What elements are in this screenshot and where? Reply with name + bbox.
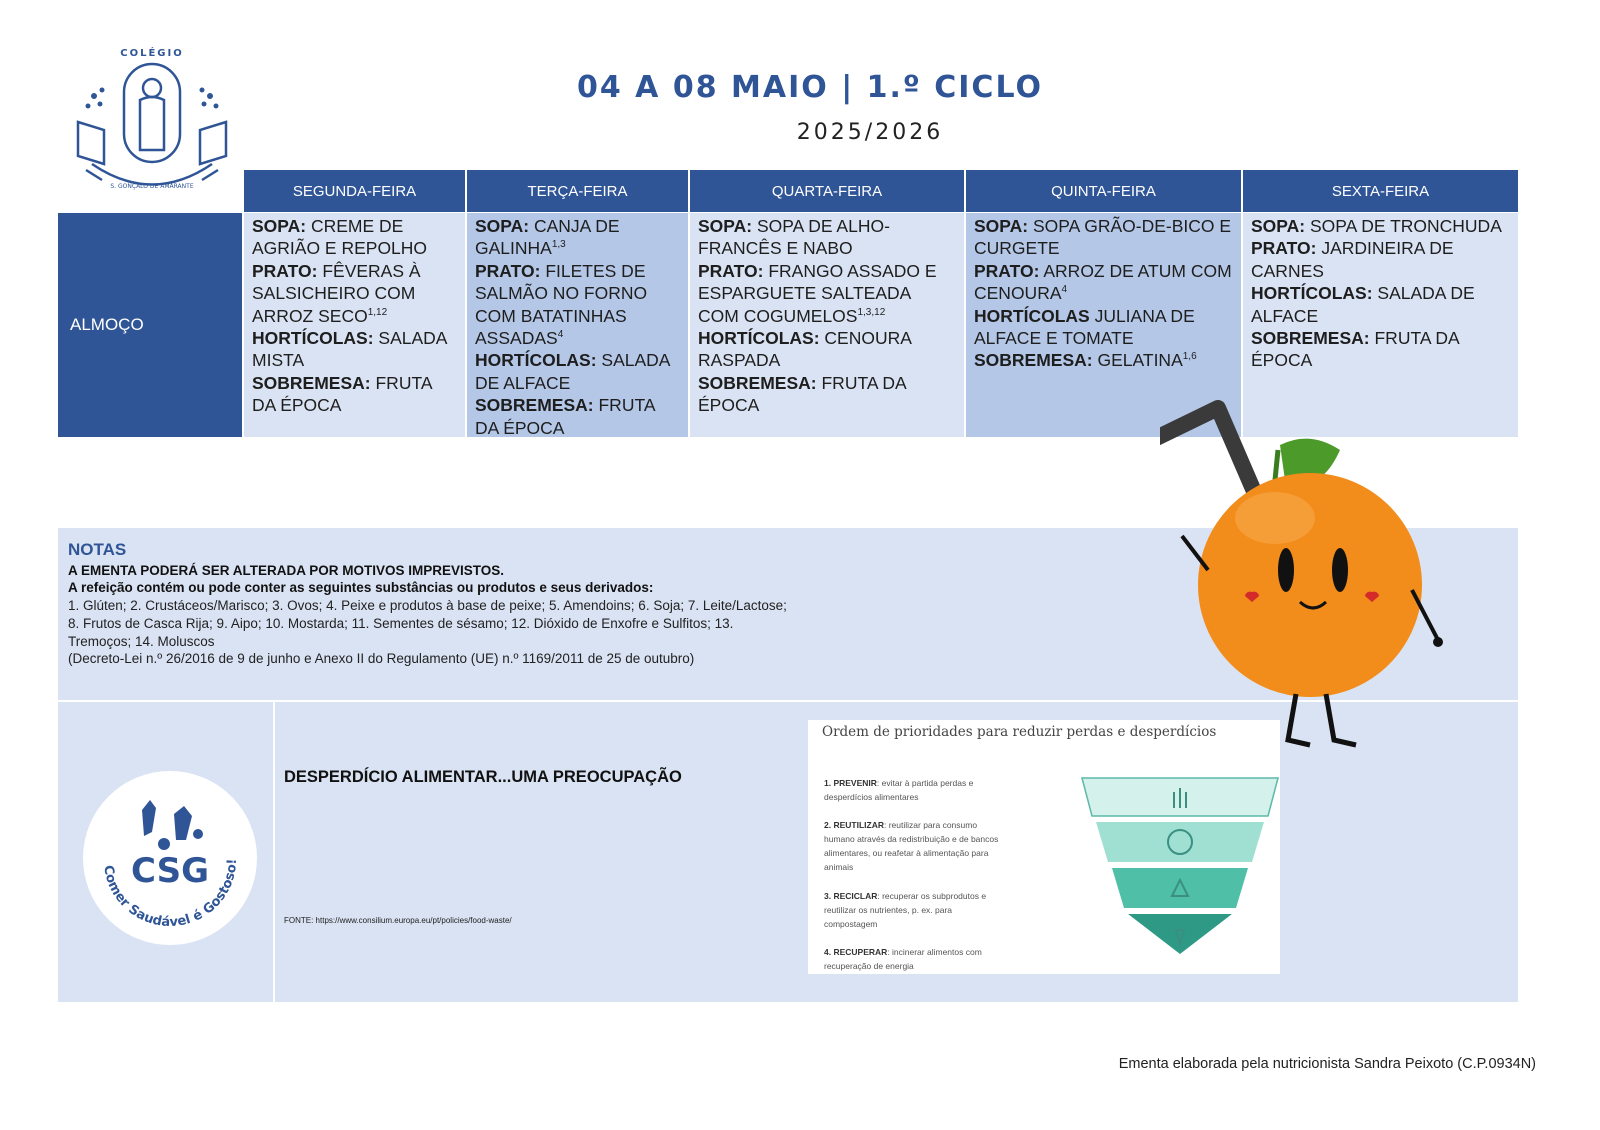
school-logo	[72, 40, 232, 200]
notes-allergen-intro: A refeição contém ou pode conter as seguintes substâncias ou produtos e seus derivados:	[68, 580, 654, 595]
infographic-step-reuse: 2. REUTILIZAR: reutilizar para consumo humano através da redistribuição e de bancos alimentares, ou reafetar à alimentação para animais	[824, 820, 999, 872]
menu-cell-tuesday: SOPA: CANJA DE GALINHA$^{1,3}$ PRATO: FILETES DE SALMÃO NO FORNO COM BATATINHAS ASSADAS$^4$ HORTÍCOLAS: SALADA DE ALFACE SOBREMESA: FRUTA DA ÉPOCA	[467, 213, 688, 437]
csg-logo	[82, 770, 258, 946]
notes-title: NOTAS	[68, 540, 127, 559]
infographic-title: Ordem de prioridades para reduzir perdas e desperdícios	[822, 724, 1217, 740]
svg-text:S. GONÇALO DE AMARANTE: S. GONÇALO DE AMARANTE	[110, 183, 194, 190]
day-header-tuesday: TERÇA-FEIRA	[467, 170, 688, 212]
school-year: 2025/2026	[796, 120, 944, 145]
menu-cell-monday: SOPA: CREME DE AGRIÃO E REPOLHO PRATO: FÊVERAS À SALSICHEIRO COM ARROZ SECO$^{1,12}$ HORTÍCOLAS: SALADA MISTA SOBREMESA: FRUTA DA ÉPOCA	[244, 213, 465, 437]
notes-legal: (Decreto-Lei n.º 26/2016 de 9 de junho e Anexo II do Regulamento (UE) n.º 1169/2011 de 25 de outubro)	[68, 651, 695, 666]
meal-row-label: ALMOÇO	[58, 213, 242, 437]
day-header-friday: SEXTA-FEIRA	[1243, 170, 1518, 212]
menu-cell-wednesday: SOPA: SOPA DE ALHO-FRANCÊS E NABO PRATO: FRANGO ASSADO E ESPARGUETE SALTEADA COM COGUMELOS$^{1,3,12}$ HORTÍCOLAS: CENOURA RASPADA SOBREMESA: FRUTA DA ÉPOCA	[690, 213, 964, 437]
day-header-monday: SEGUNDA-FEIRA	[244, 170, 465, 212]
waste-source: FONTE: https://www.consilium.europa.eu/pt/policies/food-waste/	[284, 916, 512, 925]
infographic-step-prevent: 1. PREVENIR: evitar à partida perdas e desperdícios alimentares	[824, 778, 974, 802]
notes-warning: A EMENTA PODERÁ SER ALTERADA POR MOTIVOS IMPREVISTOS.	[68, 563, 505, 578]
infographic-step-recycle: 3. RECICLAR: recuperar os subprodutos e reutilizar os nutrientes, p. ex. para compostagem	[824, 891, 987, 929]
infographic-step-recover: 4. RECUPERAR: incinerar alimentos com recuperação de energia	[824, 947, 982, 971]
svg-text:COLÉGIO: COLÉGIO	[120, 48, 184, 59]
notes-allergen-list: 1. Glúten; 2. Crustáceos/Marisco; 3. Ovos; 4. Peixe e produtos à base de peixe; 5. Amendoins; 6. Soja; 7. Leite/Lactose; 8. Frutos de Casca Rija; 9. Aipo; 10. Mostarda; 11. Sementes de sésamo; 12. Dióxido de Enxofre e Sulfitos; 13. Tremoços; 14. Moluscos	[68, 598, 787, 649]
priority-pyramid	[1080, 774, 1280, 959]
waste-title: DESPERDÍCIO ALIMENTAR...UMA PREOCUPAÇÃO	[284, 768, 682, 786]
footer-credit: Ementa elaborada pela nutricionista Sandra Peixoto (C.P.0934N)	[1118, 1056, 1536, 1072]
day-header-thursday: QUINTA-FEIRA	[966, 170, 1241, 212]
svg-text:CSG: CSG	[131, 851, 209, 891]
page-title: 04 A 08 MAIO | 1.º CICLO	[576, 70, 1043, 105]
menu-cell-thursday: SOPA: SOPA GRÃO-DE-BICO E CURGETE PRATO: ARROZ DE ATUM COM CENOURA$^4$ HORTÍCOLAS JULIANA DE ALFACE E TOMATE SOBREMESA: GELATINA$^{1,6}$	[966, 213, 1241, 437]
menu-cell-friday: SOPA: SOPA DE TRONCHUDA PRATO: JARDINEIRA DE CARNES HORTÍCOLAS: SALADA DE ALFACE SOBREMESA: FRUTA DA ÉPOCA	[1243, 213, 1518, 437]
day-header-wednesday: QUARTA-FEIRA	[690, 170, 964, 212]
orange-mascot-illustration	[1160, 400, 1490, 780]
svg-text:Comer Saudável é Gostoso!: Comer Saudável é Gostoso!	[100, 858, 241, 931]
